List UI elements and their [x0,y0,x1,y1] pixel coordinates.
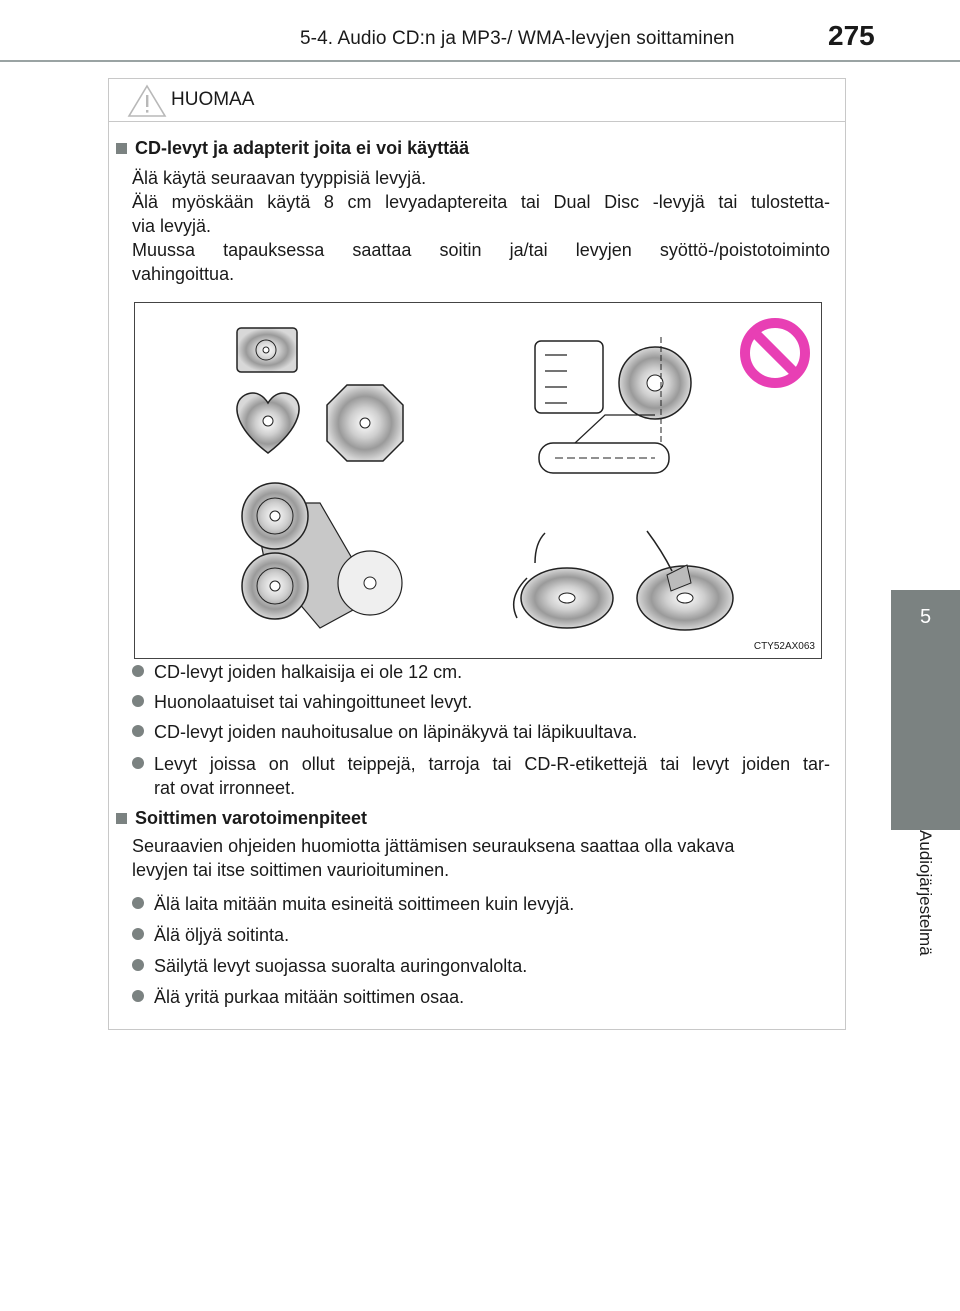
para-line: levyjen tai itse soittimen vaurioituminen. [132,860,450,880]
list-item [132,720,830,744]
card-disc-icon [237,328,297,372]
header-rule [0,60,960,62]
list-item-text: CD-levyt joiden halkaisija ei ole 12 cm. [154,662,463,682]
round-bullet-icon [132,695,144,707]
round-bullet-icon [132,928,144,940]
round-bullet-icon [132,897,144,909]
warning-triangle-icon [127,84,167,118]
chapter-label: Audiojärjestelmä [916,830,935,956]
list-item-text: Huonolaatuiset tai vahingoittuneet levyt. [154,692,473,712]
para-line: Älä myöskään käytä 8 cm levyadaptereita tai Dual Disc -levyjä tai tulostetta- [132,192,830,212]
section-heading-player-precautions [116,808,367,829]
list-item-text: CD-levyt joiden nauhoitusalue on läpinäkyvä tai läpikuultava. [154,722,638,742]
chapter-tab[interactable] [891,590,960,830]
round-bullet-icon [132,959,144,971]
list-item-text: Säilytä levyt suojassa suoralta auringonvalolta. [154,956,528,976]
list-item [132,923,830,947]
round-bullet-icon [132,725,144,737]
chapter-label-wrap [895,830,955,1230]
section-heading-text: Soittimen varotoimenpiteet [135,808,368,828]
list-item-text: Älä öljyä soitinta. [154,925,290,945]
page-number: 275 [828,20,875,51]
list-item-text: Levyt joissa on ollut teippejä, tarroja tai CD-R-etikettejä tai levyt joiden tar- [154,754,830,774]
list-item-text: Älä laita mitään muita esineitä soittimeen kuin levyjä. [154,894,575,914]
list-item [132,954,830,978]
section-heading-unusable-discs [116,138,469,159]
para-line: Älä käytä seuraavan tyyppisiä levyjä. [132,168,427,188]
labeled-disc-icon [514,531,733,630]
para-line: Muussa tapauksessa saattaa soitin ja/tai levyjen syöttö-/poistotoiminto [132,240,830,260]
section-paragraph [132,166,830,286]
printer-disc-icon [535,337,691,473]
heart-disc-icon [237,393,299,453]
adapter-discs-icon [242,483,402,628]
list-item [132,690,830,714]
disc-illustration [134,302,822,659]
notice-header [109,79,845,122]
round-bullet-icon [132,665,144,677]
prohibition-icon [745,323,805,383]
section-heading-text: CD-levyt ja adapterit joita ei voi käyttää [135,138,470,158]
para-line: via levyjä. [132,216,212,236]
round-bullet-icon [132,990,144,1002]
square-bullet-icon [116,143,127,154]
octagon-disc-icon [327,385,403,461]
figure-code: CTY52AX063 [753,641,815,652]
para-line: Seuraavien ohjeiden huomiotta jättämisen seurauksena saattaa olla vakava [132,836,735,856]
list-item [132,892,830,916]
square-bullet-icon [116,813,127,824]
list-item [132,660,830,684]
notice-title: HUOMAA [171,89,255,110]
list-item-text: rat ovat irronneet. [154,778,296,798]
list-item-text: Älä yritä purkaa mitään soittimen osaa. [154,987,465,1007]
round-bullet-icon [132,757,144,769]
header-title: 5-4. Audio CD:n ja MP3-/ WMA-levyjen soittaminen [300,28,735,49]
section-paragraph [132,834,830,882]
disc-illustration-drawing [135,303,821,658]
list-item [132,752,830,800]
chapter-tab-number: 5 [919,606,932,628]
para-line: vahingoittua. [132,264,235,284]
list-item [132,985,830,1009]
